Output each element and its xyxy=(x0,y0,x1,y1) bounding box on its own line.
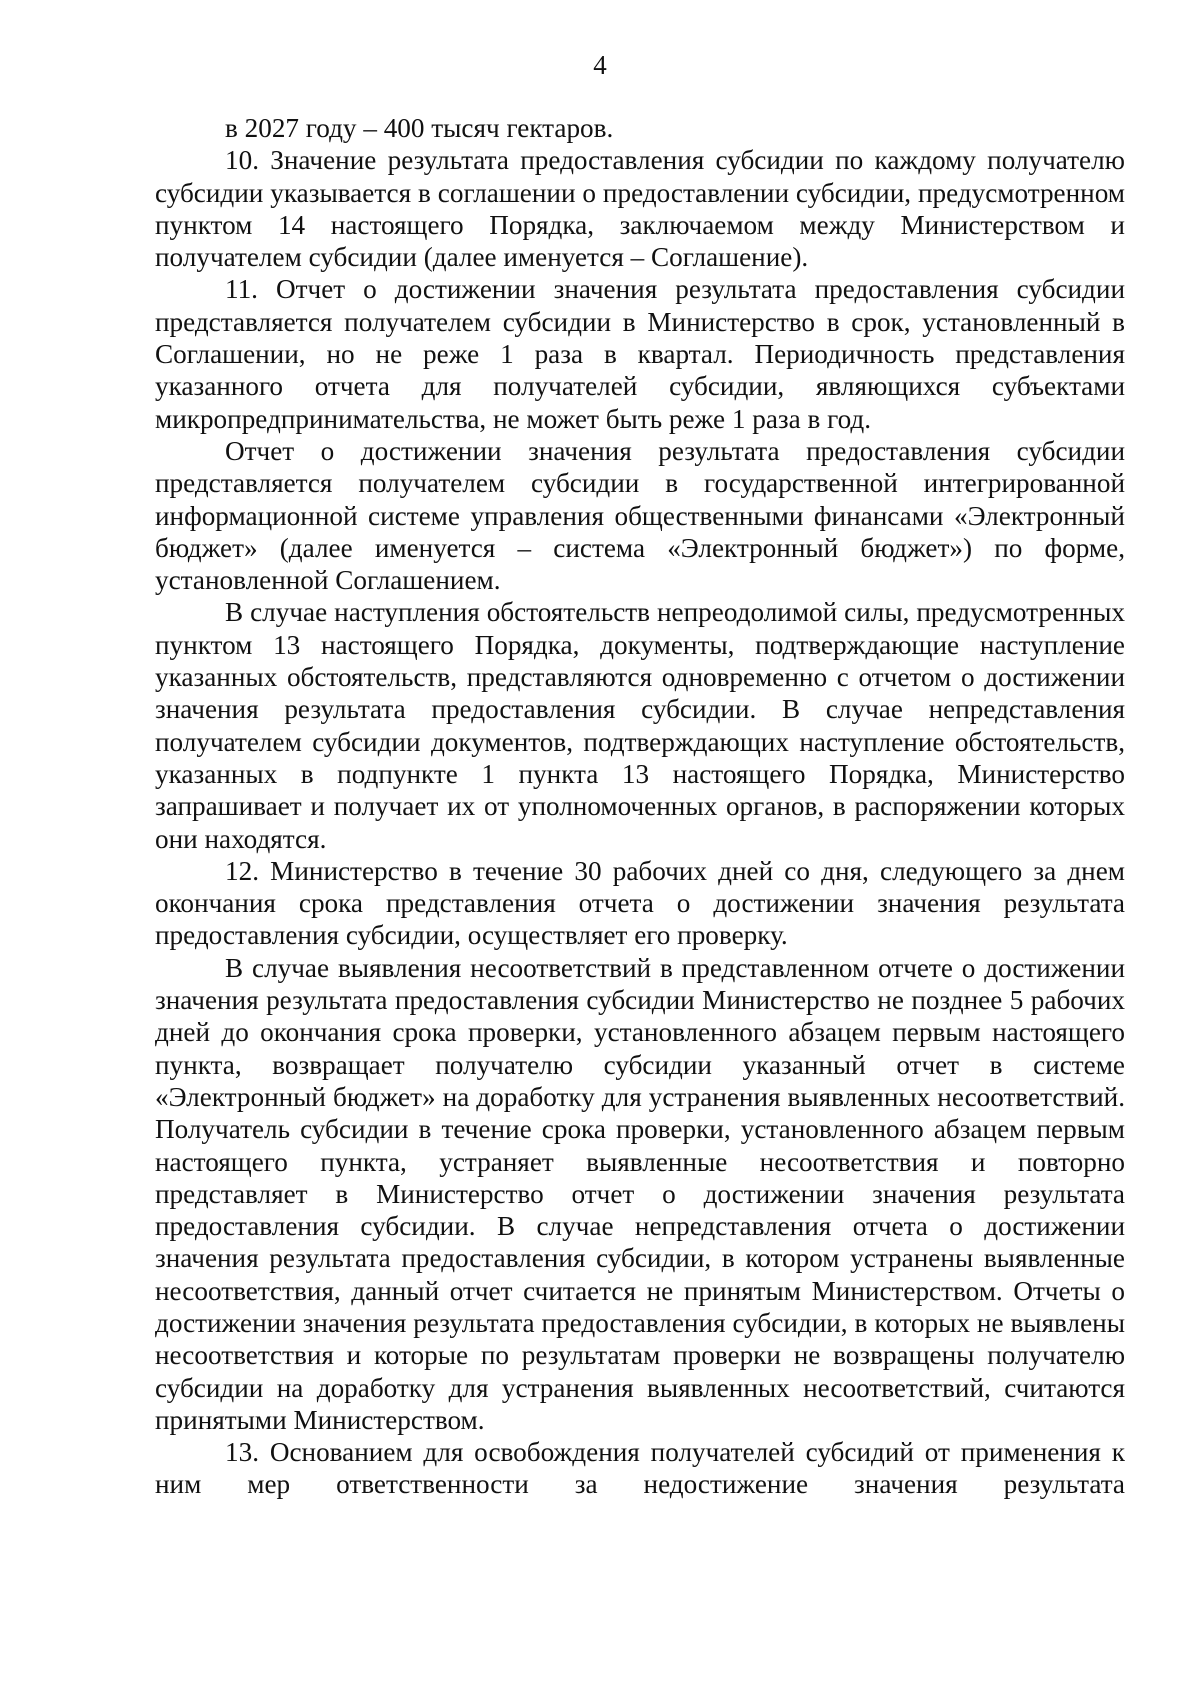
paragraph-report-electronic-budget: Отчет о достижении значения результата предоставления субсидии представляется получателем субсидии в государственной интегрированной информационной системе управления общественными финансами «Электронный бюджет» (далее именуется – система «Электронный бюджет») по форме, установленной Соглашением. xyxy=(155,435,1125,596)
paragraph-mismatch-review: В случае выявления несоответствий в представленном отчете о достижении значения результата предоставления субсидии Министерство не позднее 5 рабочих дней до окончания срока проверки, установленного абзацем первым настоящего пункта, возвращает получателю субсидии указанный отчет в системе «Электронный бюджет» на доработку для устранения выявленных несоответствий. Получатель субсидии в течение срока проверки, установленного абзацем первым настоящего пункта, устраняет выявленные несоответствия и повторно представляет в Министерство отчет о достижении значения результата предоставления субсидии. В случае непредставления отчета о достижении значения результата предоставления субсидии, в котором устранены выявленные несоответствия, данный отчет считается не принятым Министерством. Отчеты о достижении значения результата предоставления субсидии, в которых не выявлены несоответствия и которые по результатам проверки не возвращены получателю субсидии на доработку для устранения выявленных несоответствий, считаются принятыми Министерством. xyxy=(155,952,1125,1435)
paragraph-year-2027: в 2027 году – 400 тысяч гектаров. xyxy=(225,113,614,143)
paragraph-force-majeure: В случае наступления обстоятельств непреодолимой силы, предусмотренных пунктом 13 настоящего Порядка, документы, подтверждающие наступление указанных обстоятельств, представляются одновременно с отчетом о достижении значения результата предоставления субсидии. В случае непредставления получателем субсидии документов, подтверждающих наступление обстоятельств, указанных в подпункте 1 пункта 13 настоящего Порядка, Министерство запрашивает и получает их от уполномоченных органов, в распоряжении которых они находятся. xyxy=(155,597,1125,854)
paragraph-item-12: 12. Министерство в течение 30 рабочих дней со дня, следующего за днем окончания срока представления отчета о достижении значения результата предоставления субсидии, осуществляет его проверку. xyxy=(155,855,1125,951)
paragraph-item-11: 11. Отчет о достижении значения результата предоставления субсидии представляется получателем субсидии в Министерство в срок, установленный в Соглашении, но не реже 1 раза в квартал. Периодичность представления указанного отчета для получателей субсидии, являющихся субъектами микропредпринимательства, не может быть реже 1 раза в год. xyxy=(155,274,1125,434)
document-body xyxy=(155,112,1125,1501)
page-number: 4 xyxy=(593,50,607,80)
paragraph-item-10: 10. Значение результата предоставления субсидии по каждому получателю субсидии указывается в соглашении о предоставлении субсидии, предусмотренном пунктом 14 настоящего Порядка, заключаемом между Министерством и получателем субсидии (далее именуется – Соглашение). xyxy=(155,145,1125,273)
paragraph-item-13: 13. Основанием для освобождения получателей субсидий от применения к ним мер ответственности за недостижение значения результата xyxy=(155,1437,1125,1500)
